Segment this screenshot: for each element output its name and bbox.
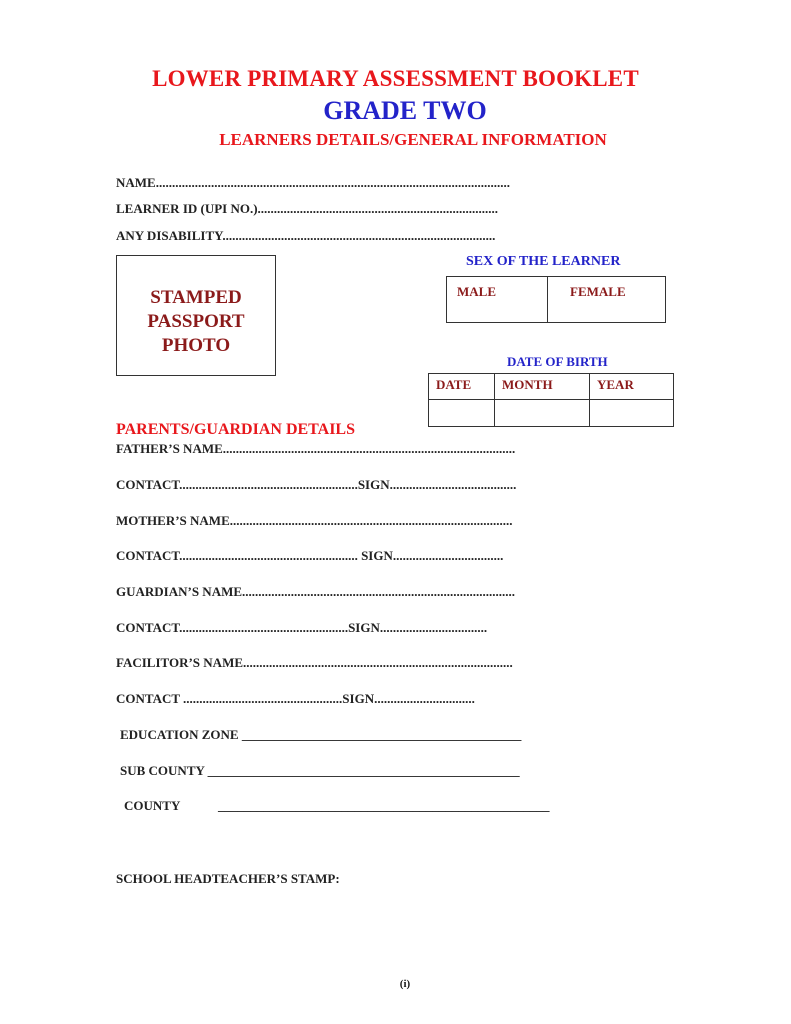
dob-table [428,373,674,427]
photo-label-line1: STAMPED [150,287,242,308]
sex-table [446,276,666,323]
sub-county-field: SUB COUNTY ________________________________________________ [120,763,520,778]
passport-photo-box [116,255,276,376]
facilitor-contact-field: CONTACT .................................................SIGN............................... [116,691,475,706]
dob-heading: DATE OF BIRTH [507,354,608,369]
dob-month-header: MONTH [502,377,553,392]
sex-male-cell: MALE [457,284,496,299]
sex-female-cell: FEMALE [570,284,626,299]
disability-field: ANY DISABILITY.................................................................................... [116,228,496,243]
page-number: (i) [399,978,411,990]
dob-date-header: DATE [436,377,472,392]
father-name-field: FATHER’S NAME.......................................................................................... [116,441,516,456]
county-line: ___________________________________________________ [218,798,550,813]
learner-name-field: NAME............................................................................................................. [116,175,510,190]
education-zone-field: EDUCATION ZONE ___________________________________________ [120,727,522,742]
facilitor-name-field: FACILITOR’S NAME................................................................................... [116,655,513,670]
sex-table-divider [547,277,548,322]
mother-contact-field: CONTACT....................................................... SIGN.................................. [116,548,504,563]
guardian-contact-field: CONTACT....................................................SIGN................................. [116,620,488,635]
guardian-name-field: GUARDIAN’S NAME.................................................................................... [116,584,516,599]
dob-divider [494,374,495,426]
photo-label-line3: PHOTO [161,335,231,356]
booklet-title: LOWER PRIMARY ASSESSMENT BOOKLET [152,66,639,91]
father-contact-field: CONTACT.......................................................SIGN....................................... [116,477,517,492]
dob-year-header: YEAR [597,377,634,392]
learner-id-field: LEARNER ID (UPI NO.).......................................................................... [116,201,499,216]
headteacher-stamp-label: SCHOOL HEADTEACHER’S STAMP: [116,871,340,886]
sex-heading: SEX OF THE LEARNER [466,254,621,269]
dob-row-divider [429,399,673,400]
photo-label-line2: PASSPORT [147,311,245,332]
county-label: COUNTY [124,798,181,813]
mother-name-field: MOTHER’S NAME....................................................................................... [116,513,513,528]
grade-heading: GRADE TWO [323,96,487,125]
section-subtitle: LEARNERS DETAILS/GENERAL INFORMATION [219,130,607,149]
parents-heading: PARENTS/GUARDIAN DETAILS [116,421,355,438]
dob-divider [589,374,590,426]
